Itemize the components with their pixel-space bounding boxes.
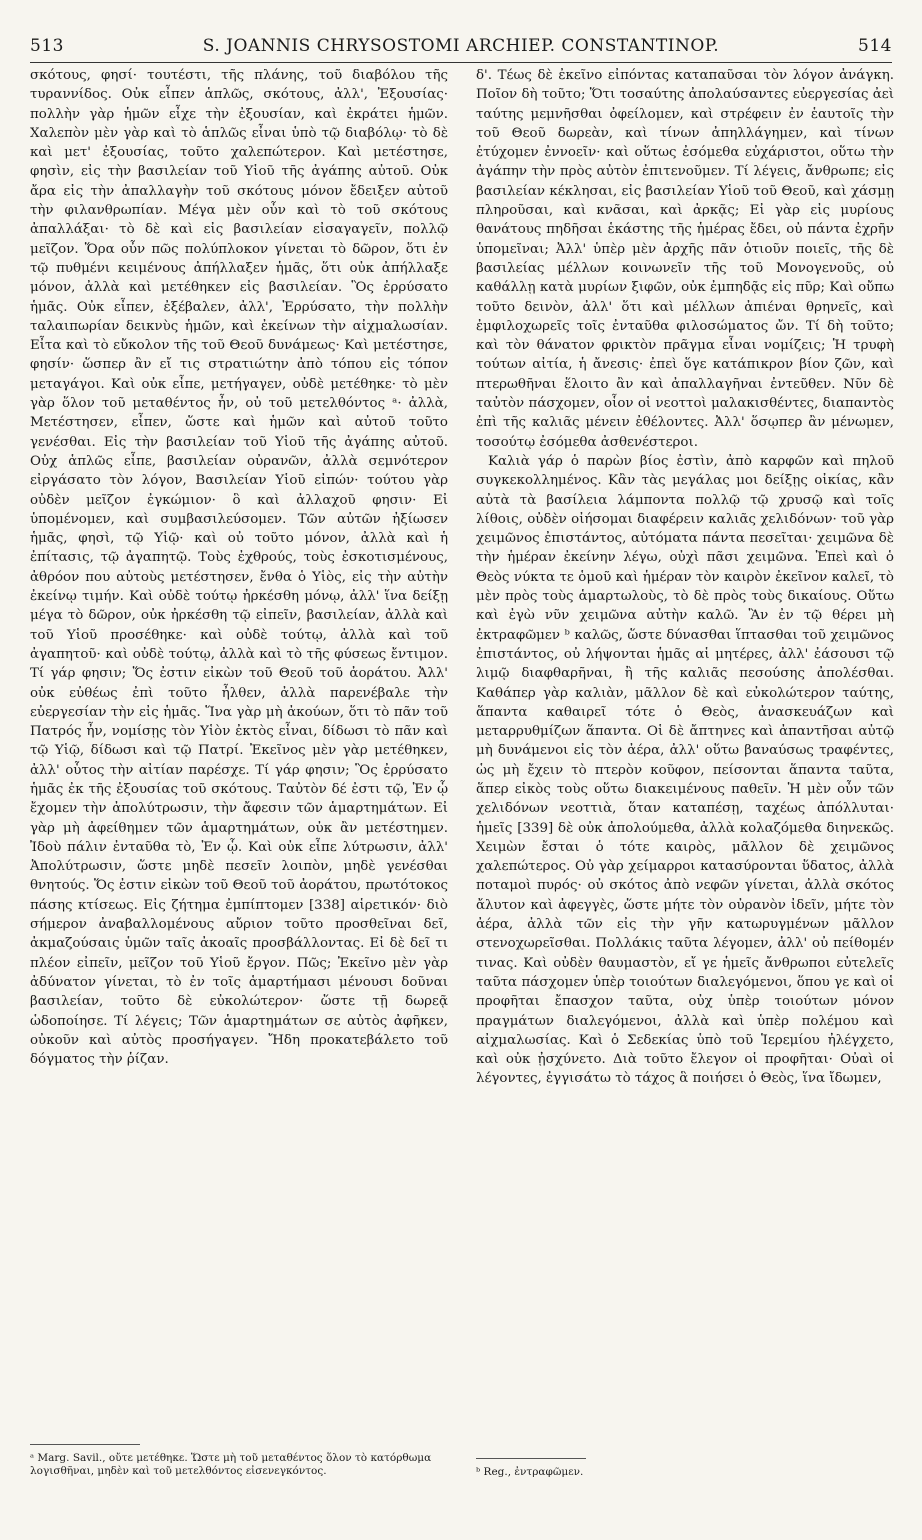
running-header	[30, 30, 892, 60]
running-title: S. JOANNIS CHRYSOSTOMI ARCHIEP. CONSTANTINOP.	[202, 36, 720, 56]
page-number-left: 513	[30, 36, 64, 56]
left-column	[30, 66, 448, 1069]
footnote-left: ᵃ Marg. Savil., οὔτε μετέθηκε. Ὥστε μὴ τοῦ μεταθέντος ὅλον τὸ κατόρθωμα λογισθῆναι, μηδὲν καὶ τοῦ μετελθόντος εἰσενεγκόντος.	[30, 1452, 432, 1477]
right-column	[476, 66, 894, 1089]
footnote-rule-right	[476, 1458, 586, 1459]
page-number-right: 514	[858, 36, 892, 56]
header-rule	[30, 62, 892, 63]
footnote-rule-left	[30, 1444, 140, 1445]
footnote-right: ᵇ Reg., ἐντραφῶμεν.	[476, 1466, 584, 1478]
left-paragraph-1: σκότους, φησί· τουτέστι, τῆς πλάνης, τοῦ διαβόλου τῆς τυραννίδος. Οὐκ εἶπεν ἁπλῶς, σκότους, ἀλλ', Ἐξουσίας· πολλὴν γὰρ ἡμῶν εἶχε τὴν ἐξουσίαν, καὶ ἐκράτει ἡμῶν. Χαλεπὸν μὲν γὰρ καὶ τὸ ἁπλῶς εἶναι ὑπὸ τῷ διαβόλῳ· τὸ δὲ καὶ μετ' ἐξουσίας, τοῦτο χαλεπώτερον. Καὶ μετέστησε, φησὶν, εἰς τὴν βασιλείαν τοῦ Υἱοῦ τῆς ἀγάπης αὐτοῦ. Οὐκ ἄρα εἰς τὴν ἀπαλλαγὴν τοῦ σκότους μόνον ἔδειξεν αὐτοῦ τὴν φιλανθρωπίαν. Μέγα μὲν οὖν καὶ τὸ τοῦ σκότους ἀπαλλάξαι· τὸ δὲ καὶ εἰς βασιλείαν εἰσαγαγεῖν, πολλῷ μεῖζον. Ὅρα οὖν πῶς πολύπλοκον γίνεται τὸ δῶρον, ὅτι ἐν τῷ πυθμένι κειμένους ἀπήλλαξεν ἡμᾶς, ὅτι οὐκ ἀπήλλαξε μόνον, ἀλλὰ καὶ μετέθηκεν εἰς βασιλείαν. Ὃς ἐρρύσατο ἡμᾶς. Οὐκ εἶπεν, ἐξέβαλεν, ἀλλ', Ἐρρύσατο, τὴν πολλὴν ταλαιπωρίαν δεικνὺς ἡμῶν, καὶ ἐκείνων τὴν αἰχμαλωσίαν. Εἶτα καὶ τὸ εὔκολον τῆς τοῦ Θεοῦ δυνάμεως· Καὶ μετέστησε, φησίν· ὥσπερ ἂν εἴ τις στρατιώτην ἀπὸ τόπου εἰς τόπον μεταγάγοι. Καὶ οὐκ εἶπε, μετήγαγεν, οὐδὲ μετέθηκε· τὸ μὲν γὰρ ὅλον τοῦ μεταθέντος ἦν, οὐ τοῦ μετελθόντος ᵃ· ἀλλὰ, Μετέστησεν, εἶπεν, ὥστε καὶ ἡμῶν καὶ αὐτοῦ τοῦτο γενέσθαι. Εἰς τὴν βασιλείαν τοῦ Υἱοῦ τῆς ἀγάπης αὐτοῦ. Οὐχ ἁπλῶς εἶπε, βασιλείαν οὐρανῶν, ἀλλὰ σεμνότερον εἰργάσατο τὸν λόγον, Βασιλείαν Υἱοῦ εἰπών· τούτου γὰρ οὐδὲν μεῖζον ἐγκώμιον· ὃ καὶ ἀλλαχοῦ φησιν· Εἰ ὑπομένομεν, καὶ συμβασιλεύσομεν. Τῶν αὐτῶν ἠξίωσεν ἡμᾶς, φησὶ, τῷ Υἱῷ· καὶ οὐ τοῦτο μόνον, ἀλλὰ καὶ ἡ ἐπίτασις, τῷ ἀγαπητῷ. Τοὺς ἐχθρούς, τοὺς ἐσκοτισμένους, ἀθρόον που αὐτοὺς μετέστησεν, ἔνθα ὁ Υἱὸς, εἰς τὴν αὐτὴν ἐκείνῳ τιμήν. Καὶ οὐδὲ τούτῳ ἠρκέσθη μόνῳ, ἀλλ' ἵνα δείξῃ μέγα τὸ δῶρον, οὐκ ἠρκέσθη τῷ εἰπεῖν, βασιλείαν, ἀλλὰ καὶ τοῦ Υἱοῦ προσέθηκε· καὶ οὐδὲ τούτῳ, ἀλλὰ καὶ τοῦ ἀγαπητοῦ· καὶ οὐδὲ τούτῳ, ἀλλὰ καὶ τὸ τῆς φύσεως ἔντιμον. Τί γάρ φησιν; Ὅς ἐστιν εἰκὼν τοῦ Θεοῦ τοῦ ἀοράτου. Ἀλλ' οὐκ εὐθέως ἐπὶ τοῦτο ἦλθεν, ἀλλὰ παρενέβαλε τὴν εὐεργεσίαν τὴν εἰς ἡμᾶς. Ἵνα γὰρ μὴ ἀκούων, ὅτι τὸ πᾶν τοῦ Πατρός ἦν, νομίσῃς τὸν Υἱὸν ἐκτὸς εἶναι, δίδωσι τὸ πᾶν καὶ τῷ Υἱῷ, δίδωσι καὶ τῷ Πατρί. Ἐκεῖνος μὲν γὰρ μετέθηκεν, ἀλλ' οὗτος τὴν αἰτίαν παρέσχε. Τί γάρ φησιν; Ὃς ἐρρύσατο ἡμᾶς ἐκ τῆς ἐξουσίας τοῦ σκότους. Ταὐτὸν δέ ἐστι τῷ, Ἐν ᾧ ἔχομεν τὴν ἀπολύτρωσιν, τὴν ἄφεσιν τῶν ἁμαρτημάτων. Εἰ γὰρ μὴ ἀφείθημεν τῶν ἁμαρτημάτων, οὐκ ἂν μετέστημεν. Ἰδοὺ πάλιν ἐνταῦθα τὸ, Ἐν ᾧ. Καὶ οὐκ εἶπε λύτρωσιν, ἀλλ' Ἀπολύτρωσιν, ὥστε μηδὲ πεσεῖν λοιπὸν, μηδὲ γενέσθαι θνητούς. Ὅς ἐστιν εἰκὼν τοῦ Θεοῦ τοῦ ἀοράτου, πρωτότοκος πάσης κτίσεως. Εἰς ζήτημα ἐμπίπτομεν [338] αἱρετικόν· διὸ σήμερον ἀναβαλλομένους αὔριον τοῦτο προσθεῖναι δεῖ, ἀκμαζούσαις ὑμῶν ταῖς ἀκοαῖς προσβάλλοντας. Εἰ δὲ δεῖ τι πλέον εἰπεῖν, μεῖζον τοῦ Υἱοῦ ἔργον. Πῶς; Ἐκεῖνο μὲν γὰρ ἀδύνατον γίνεται, τὸ ἐν τοῖς ἁμαρτήμασι μένουσι δοῦναι βασιλείαν, τοῦτο δὲ εὐκολώτερον· ὥστε τῇ δωρεᾷ ὡδοποίησε. Τί λέγεις; Τῶν ἁμαρτημάτων σε αὐτὸς ἀφῆκεν, οὐκοῦν καὶ αὐτὸς προσήγαγεν. Ἤδη προκατεβάλετο τοῦ δόγματος τὴν ῥίζαν.	[30, 68, 448, 1068]
right-paragraph-1: δ'. Τέως δὲ ἐκεῖνο εἰπόντας καταπαῦσαι τὸν λόγον ἀνάγκη. Ποῖον δὴ τοῦτο; Ὅτι τοσαύτης ἀπολαύσαντες εὐεργεσίας ἀεὶ ταύτης μεμνῆσθαι ὀφείλομεν, καὶ στρέφειν ἐν ἑαυτοῖς τὴν τοῦ Θεοῦ δωρεὰν, καὶ τίνων ἀπηλλάγημεν, καὶ τίνων ἐτύχομεν ἐννοεῖν· καὶ οὕτως ἐσόμεθα εὐχάριστοι, οὕτω τὴν ἀγάπην τὴν πρὸς αὐτὸν ἐπιτενοῦμεν. Τί λέγεις, ἄνθρωπε; εἰς βασιλείαν κέκλησαι, εἰς βασιλείαν Υἱοῦ τοῦ Θεοῦ, καὶ χάσμῃ πληροῦσαι, καὶ κνᾶσαι, καὶ ἀρκᾷς; Εἰ γὰρ εἰς μυρίους θανάτους πηδῆσαι ἑκάστης τῆς ἡμέρας ἔδει, οὐ πάντα ἐχρῆν ὑπομεῖναι; Ἀλλ' ὑπὲρ μὲν ἀρχῆς πᾶν ὁτιοῦν ποιεῖς, τῆς δὲ βασιλείας μέλλων κοινωνεῖν τῆς τοῦ Μονογενοῦς, οὐ καθάλλῃ κατὰ μυρίων ξιφῶν, οὐκ ἐμπηδᾷς εἰς πῦρ; Καὶ οὔπω τοῦτο δεινὸν, ἀλλ' ὅτι καὶ μέλλων ἀπιέναι θρηνεῖς, καὶ ἐμφιλοχωρεῖς τοῖς ἐνταῦθα φιλοσώματος ὤν. Τί δὴ τοῦτο; καὶ τὸν θάνατον φρικτὸν πρᾶγμα εἶναι νομίζεις; Ἡ τρυφὴ τούτων αἰτία, ἡ ἄνεσις· ἐπεὶ ὅγε κατάπικρον βίον ζῶν, καὶ πτερωθῆναι ἕλοιτο ἂν καὶ ἀπαλλαγῆναι ἐντεῦθεν. Νῦν δὲ ταὐτὸν πάσχομεν, οἷον οἱ νεοττοὶ μαλακισθέντες, διαπαντὸς ἐπὶ τῆς καλιᾶς μένειν ἐθέλοντες. Ἀλλ' ὅσῳπερ ἂν μένωμεν, τοσούτῳ ἐσόμεθα ἀσθενέστεροι.	[476, 68, 894, 450]
right-paragraph-2: Καλιὰ γάρ ὁ παρὼν βίος ἐστὶν, ἀπὸ καρφῶν καὶ πηλοῦ συγκεκολλημένος. Κἂν τὰς μεγάλας μοι δείξῃς οἰκίας, κἂν αὐτὰ τὰ βασίλεια λάμποντα πολλῷ τῷ χρυσῷ καὶ τοῖς λίθοις, οὐδὲν οἰήσομαι διαφέρειν καλιᾶς χελιδόνων· τοῦ γὰρ χειμῶνος ἐπιστάντος, αὐτόματα πάντα πεσεῖται· χειμῶνα δὲ τὴν ἡμέραν ἐκείνην λέγω, οὐχὶ πᾶσι χειμῶνα. Ἐπεὶ καὶ ὁ Θεὸς νύκτα τε ὁμοῦ καὶ ἡμέραν τὸν καιρὸν ἐκεῖνον καλεῖ, τὸ μὲν πρὸς τοὺς ἁμαρτωλοὺς, τὸ δὲ πρὸς τοὺς δικαίους. Οὕτω καὶ ἐγὼ νῦν χειμῶνα αὐτὴν καλῶ. Ἂν ἐν τῷ θέρει μὴ ἐκτραφῶμεν ᵇ καλῶς, ὥστε δύνασθαι ἵπτασθαι τοῦ χειμῶνος ἐπιστάντος, οὐ λήψονται ἡμᾶς αἱ μητέρες, ἀλλ' ἐάσουσι τῷ λιμῷ διαφθαρῆναι, ἢ τῆς καλιᾶς πεσούσης ἀπολέσθαι. Καθάπερ γὰρ καλιὰν, μᾶλλον δὲ καὶ εὐκολώτερον ταύτης, ἅπαντα καθαιρεῖ τότε ὁ Θεὸς, ἀνασκευάζων καὶ μεταρρυθμίζων ἅπαντα. Οἱ δὲ ἄπτηνες καὶ ἀπαντῆσαι αὐτῷ μὴ δυνάμενοι εἰς τὸν ἀέρα, ἀλλ' οὕτω βαναύσως τραφέντες, ὡς μὴ ἔχειν τὸ πτερὸν κοῦφον, πείσονται ἅπαντα ταῦτα, ἅπερ εἰκὸς τοὺς οὕτω διακειμένους παθεῖν. Ἡ μὲν οὖν τῶν χελιδόνων νεοττιὰ, ὅταν καταπέσῃ, ταχέως ἀπόλλυται· ἡμεῖς [339] δὲ οὐκ ἀπολούμεθα, ἀλλὰ κολαζόμεθα διηνεκῶς. Χειμὼν ἔσται ὁ τότε καιρὸς, μᾶλλον δὲ χειμῶνος χαλεπώτερος. Οὐ γὰρ χείμαρροι κατασύρονται ὕδατος, ἀλλὰ ποταμοὶ πυρός· οὐ σκότος ἀπὸ νεφῶν γίνεται, ἀλλὰ σκότος ἄλυτον καὶ ἀφεγγὲς, ὥστε μήτε τὸν οὐρανὸν ἰδεῖν, μήτε τὸν ἀέρα, ἀλλὰ τῶν εἰς τὴν γῆν κατωρυγμένων μᾶλλον στενοχωρεῖσθαι. Πολλάκις ταῦτα λέγομεν, ἀλλ' οὐ πείθομέν τινας. Καὶ οὐδὲν θαυμαστὸν, εἴ γε ἡμεῖς ἄνθρωποι εὐτελεῖς ταῦτα πάσχομεν ὑπὲρ τοιούτων διαλεγόμενοι, ὅπου γε καὶ οἱ προφῆται ἔπασχον ταῦτα, οὐχ ὑπὲρ τοιούτων μόνον πραγμάτων διαλεγόμενοι, ἀλλὰ καὶ ὑπὲρ πολέμου καὶ αἰχμαλωσίας. Καὶ ὁ Σεδεκίας ὑπὸ τοῦ Ἱερεμίου ἠλέγχετο, καὶ οὐκ ᾐσχύνετο. Διὰ τοῦτο ἔλεγον οἱ προφῆται· Οὐαὶ οἱ λέγοντες, ἐγγισάτω τὸ τάχος ἃ ποιήσει ὁ Θεὸς, ἵνα ἴδωμεν,	[476, 453, 894, 1087]
